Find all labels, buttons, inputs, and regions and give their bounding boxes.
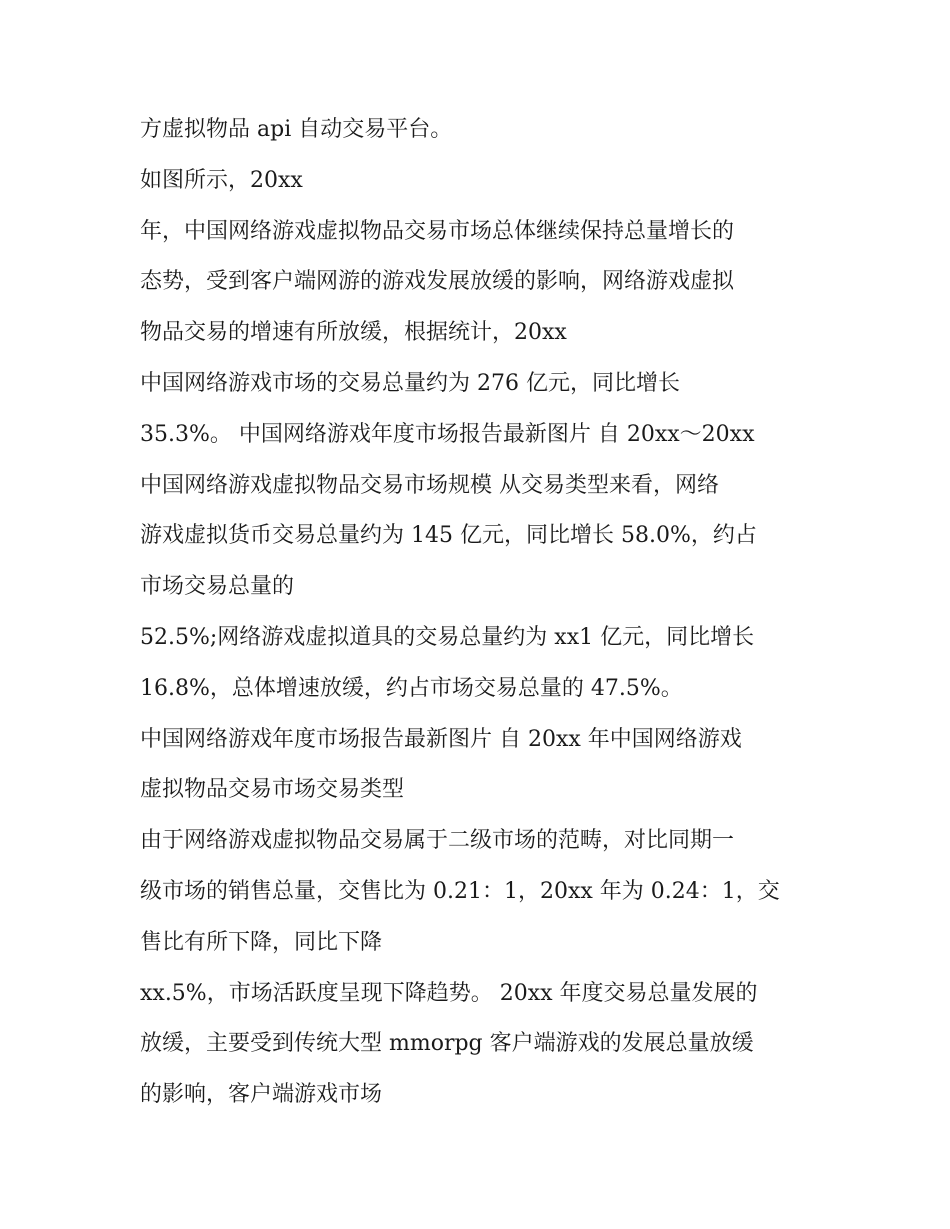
text-line: 中国网络游戏年度市场报告最新图片 自 20xx 年中国网络游戏 [140, 726, 742, 752]
text-line: 售比有所下降，同比下降 [140, 929, 383, 955]
text-line: 态势，受到客户端网游的游戏发展放缓的影响，网络游戏虚拟 [140, 269, 735, 295]
text-line: 级市场的销售总量，交售比为 0.21：1，20xx 年为 0.24：1，交 [140, 878, 780, 904]
document-body [140, 105, 820, 1121]
text-line: 方虚拟物品 api 自动交易平台。 [140, 117, 453, 142]
text-line: xx.5%，市场活跃度呈现下降趋势。 20xx 年度交易总量发展的 [140, 980, 758, 1006]
text-line: 中国网络游戏市场的交易总量约为 276 亿元，同比增长 [140, 370, 680, 396]
text-line: 年，中国网络游戏虚拟物品交易市场总体继续保持总量增长的 [140, 218, 735, 244]
text-line: 35.3%。 中国网络游戏年度市场报告最新图片 自 20xx～20xx [140, 421, 755, 447]
text-line: 物品交易的增速有所放缓，根据统计，20xx [140, 320, 567, 346]
text-line: 由于网络游戏虚拟物品交易属于二级市场的范畴，对比同期一 [140, 828, 735, 854]
text-line: 52.5%;网络游戏虚拟道具的交易总量约为 xx1 亿元，同比增长 [140, 624, 755, 650]
text-line: 虚拟物品交易市场交易类型 [140, 777, 405, 803]
text-line: 16.8%，总体增速放缓，约占市场交易总量的 47.5%。 [140, 675, 683, 701]
text-line: 的影响，客户端游戏市场 [140, 1082, 383, 1108]
text-line: 中国网络游戏虚拟物品交易市场规模 从交易类型来看，网络 [140, 472, 719, 498]
text-line: 市场交易总量的 [140, 574, 295, 600]
text-line: 如图所示，20xx [140, 167, 303, 193]
text-line: 游戏虚拟货币交易总量约为 145 亿元，同比增长 58.0%，约占 [140, 523, 757, 549]
text-line: 放缓，主要受到传统大型 mmorpg 客户端游戏的发展总量放缓 [140, 1031, 754, 1057]
